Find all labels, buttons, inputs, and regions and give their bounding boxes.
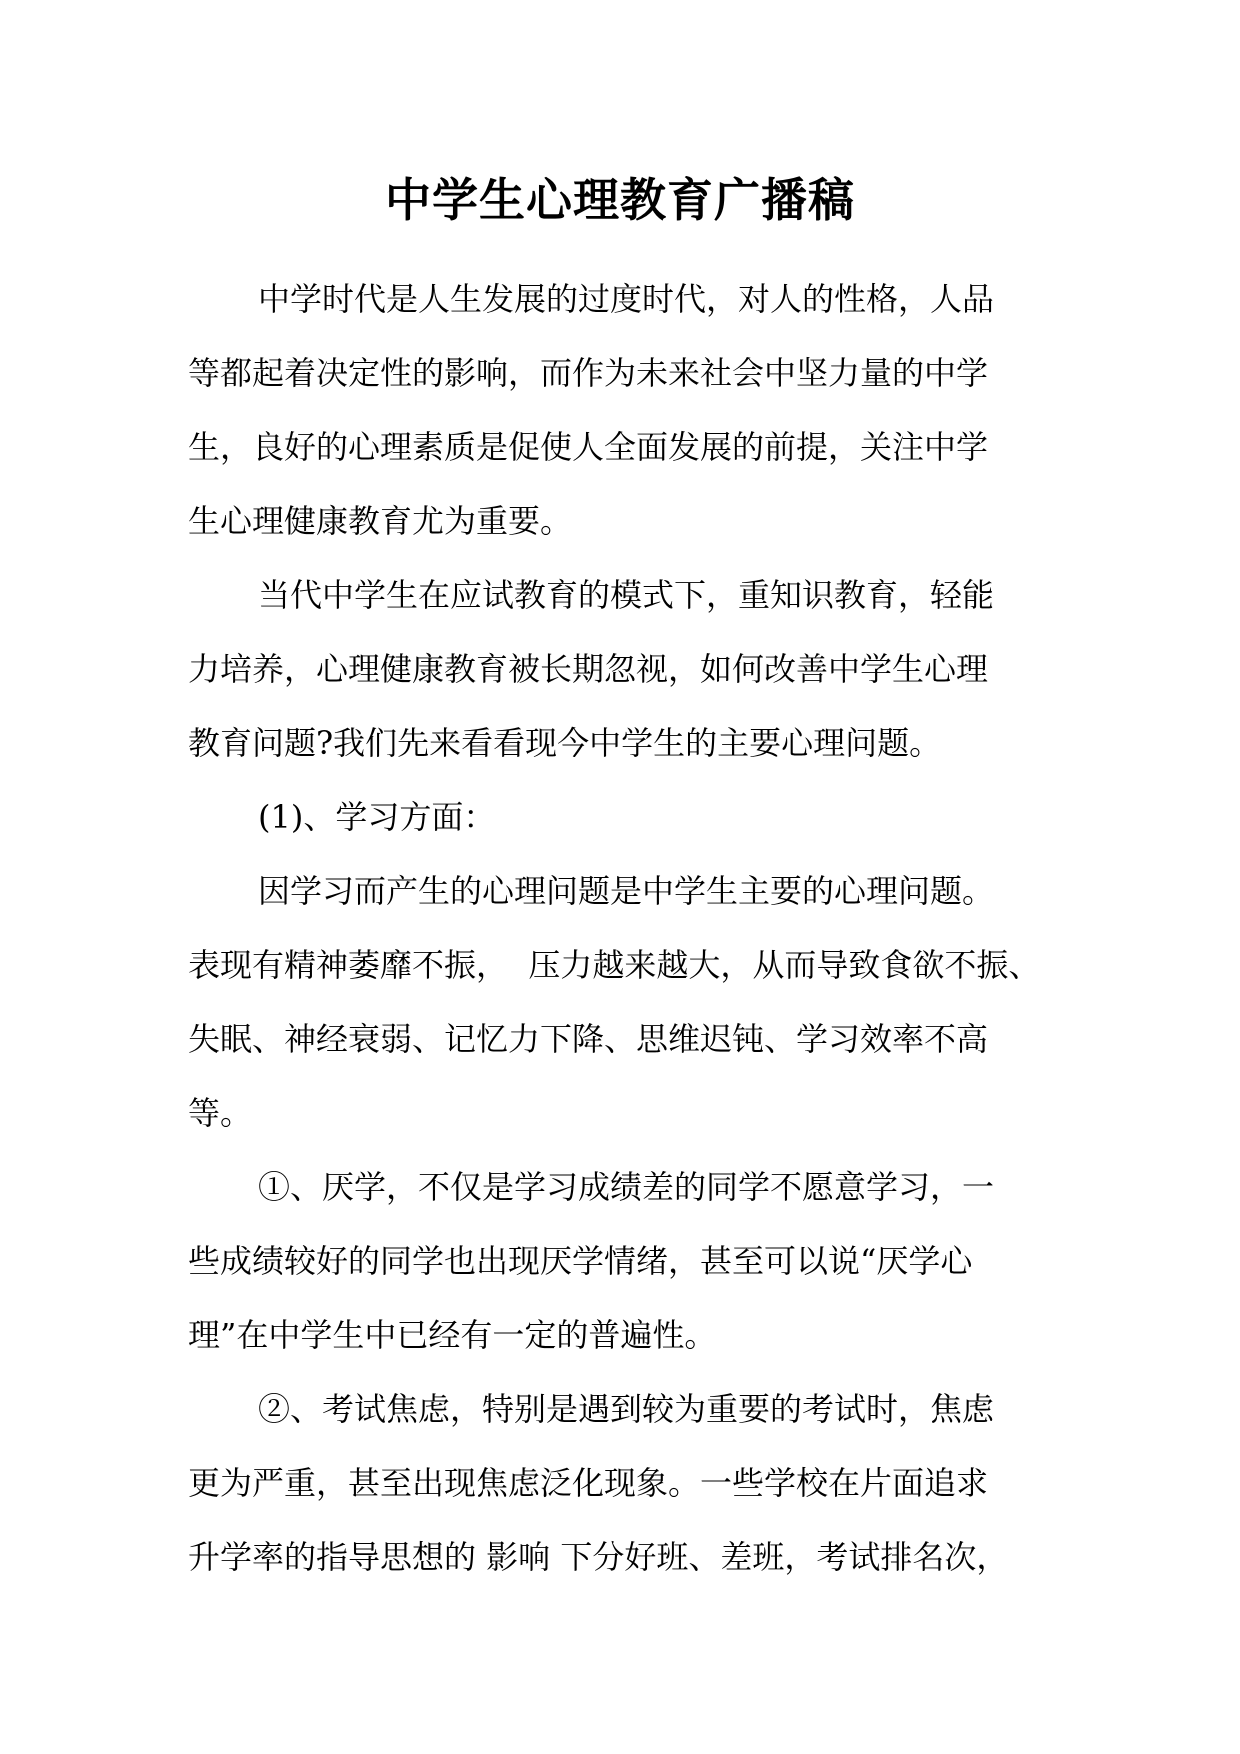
text-line: 力培养，心理健康教育被长期忽视，如何改善中学生心理	[188, 650, 989, 688]
text-line: 生心理健康教育尤为重要。	[188, 502, 573, 540]
text-line: ②、考试焦虑，特别是遇到较为重要的考试时，焦虑	[258, 1390, 995, 1428]
document-title: 中学生心理教育广播稿	[385, 173, 855, 227]
text-line: 表现有精神萎靡不振， 压力越来越大，从而导致食欲不振、	[188, 946, 1041, 984]
text-line: ①、厌学，不仅是学习成绩差的同学不愿意学习，一	[258, 1168, 995, 1206]
text-line: 些成绩较好的同学也出现厌学情绪，甚至可以说“厌学心	[188, 1242, 973, 1280]
text-line: 升学率的指导思想的 影响 下分好班、差班，考试排名次，	[188, 1538, 1009, 1576]
text-line: 失眠、神经衰弱、记忆力下降、思维迟钝、学习效率不高	[188, 1020, 989, 1058]
text-line: 教育问题?我们先来看看现今中学生的主要心理问题。	[188, 724, 942, 762]
document-body	[188, 262, 1056, 1594]
text-line: 中学时代是人生发展的过度时代，对人的性格，人品	[258, 280, 995, 318]
text-line: 当代中学生在应试教育的模式下，重知识教育，轻能	[258, 576, 995, 614]
text-line: 等。	[188, 1094, 253, 1132]
section-heading: (1)、学习方面：	[258, 798, 496, 836]
text-line: 更为严重，甚至出现焦虑泛化现象。一些学校在片面追求	[188, 1464, 989, 1502]
text-line: 等都起着决定性的影响，而作为未来社会中坚力量的中学	[188, 354, 989, 392]
text-line: 因学习而产生的心理问题是中学生主要的心理问题。	[258, 872, 995, 910]
text-line: 生，良好的心理素质是促使人全面发展的前提，关注中学	[188, 428, 989, 466]
text-line: 理”在中学生中已经有一定的普遍性。	[188, 1316, 717, 1354]
